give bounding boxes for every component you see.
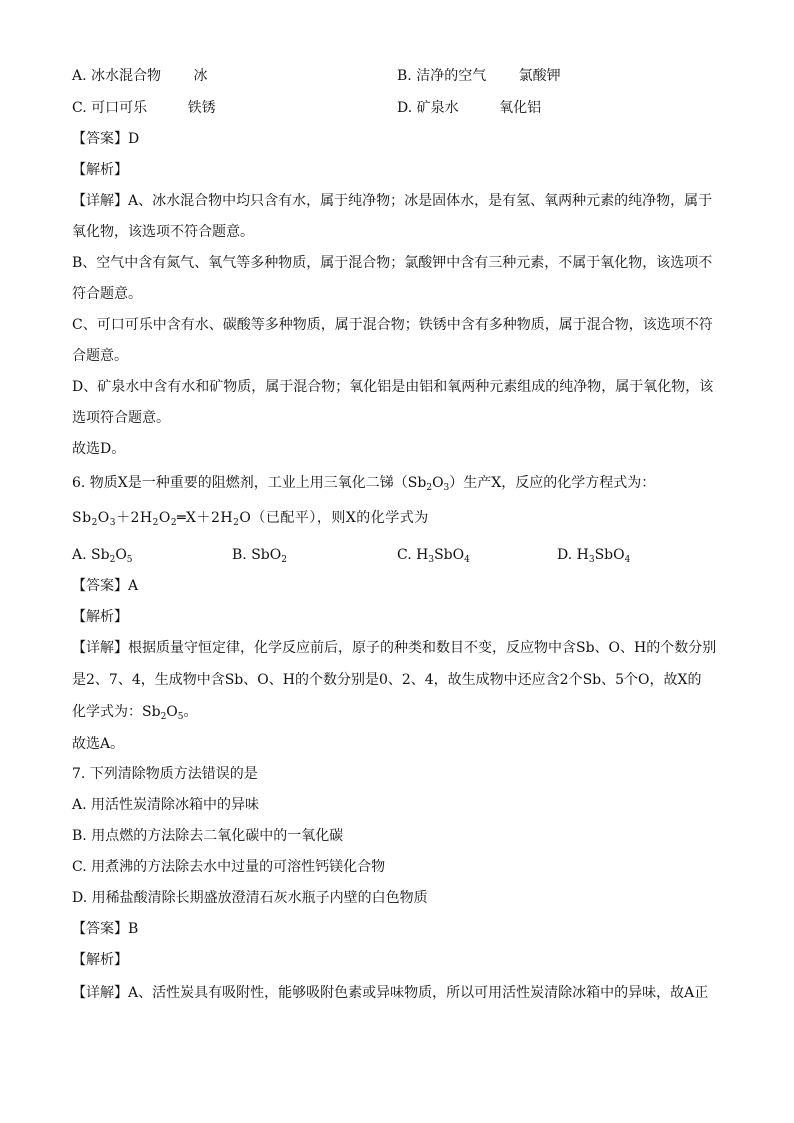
q7-answer: 【答案】B: [72, 921, 139, 937]
subscript: 4: [464, 555, 470, 565]
q6-chemical-equation: [72, 508, 722, 528]
q5-analysis-heading: 【解析】: [72, 162, 128, 178]
subscript: 3: [428, 555, 435, 565]
equation-part: Sb: [72, 510, 92, 526]
q6-option-b: [232, 545, 287, 565]
q5-detail-line: D、矿泉水中含有水和矿物质，属于混合物；氧化铝是由铝和氧两种元素组成的纯净物，属于氧化物，该: [72, 379, 714, 395]
equation-part: ＋2H: [116, 510, 153, 526]
option-text: 可口可乐: [91, 100, 148, 116]
subscript: 3: [443, 483, 450, 493]
q6-conclusion: 故选A。: [72, 736, 125, 752]
stem-text: 6. 物质X是一种重要的阻燃剂，工业上用三氧化二锑（Sb: [72, 475, 427, 491]
q7-option-d: D. 用稀盐酸清除长期盛放澄清石灰水瓶子内壁的白色物质: [72, 890, 428, 906]
option-letter: D.: [397, 100, 413, 116]
detail-text: 。: [183, 704, 198, 720]
option-letter: D.: [557, 547, 573, 563]
q6-detail-line: 【详解】根据质量守恒定律，化学反应前后，原子的种类和数目不变，反应物中含Sb、O、H的个数分别: [72, 640, 717, 656]
formula-part: H: [576, 547, 589, 563]
q5-detail-line: 【详解】A、冰水混合物中均只含有水，属于纯净物；冰是固体水，是有氢、氧两种元素的纯净物，属于: [72, 193, 713, 209]
subscript: 4: [624, 555, 631, 565]
subscript: 2: [426, 483, 433, 493]
q7-stem: 7. 下列清除物质方法错误的是: [72, 766, 258, 782]
formula-part: SbO: [251, 547, 282, 563]
q5-answer: 【答案】D: [72, 131, 140, 147]
subscript: 2: [152, 518, 159, 528]
equation-part: ═X＋2H: [177, 510, 234, 526]
option-letter: A.: [72, 547, 87, 563]
formula-part: O: [115, 547, 127, 563]
subscript: 5: [177, 712, 184, 722]
formula-part: SbO: [594, 547, 625, 563]
q5-detail-line: B、空气中含有氮气、氧气等多种物质，属于混合物；氯酸钾中含有三种元素，不属于氧化物，该选项不: [72, 255, 713, 271]
q5-detail-line: 符合题意。: [72, 286, 142, 302]
equation-part: O（已配平），则X的化学式为: [239, 510, 429, 526]
q6-detail-line: [72, 702, 722, 722]
q7-detail-line: 【详解】A、活性炭具有吸附性，能够吸附色素或异味物质，所以可用活性炭清除冰箱中的异味，故A正: [72, 985, 709, 1001]
formula-part: Sb: [91, 547, 110, 563]
subscript: 2: [160, 712, 167, 722]
option-text: 铁锈: [187, 100, 216, 116]
option-letter: B.: [232, 547, 247, 563]
q6-option-a: [72, 545, 133, 565]
q5-detail-line: 选项符合题意。: [72, 410, 170, 426]
subscript: 2: [233, 518, 240, 528]
subscript: 3: [588, 555, 595, 565]
q6-option-d: [557, 545, 630, 565]
stem-text: ）生产X，反应的化学方程式为：: [449, 475, 656, 491]
subscript: 5: [126, 555, 133, 565]
q6-stem: [72, 473, 722, 493]
q5-conclusion: 故选D。: [72, 441, 126, 457]
subscript: 2: [170, 518, 178, 528]
option-letter: B.: [397, 68, 412, 84]
detail-text: O: [166, 704, 178, 720]
option-text: 氧化铝: [499, 100, 542, 116]
formula-part: SbO: [434, 547, 465, 563]
q5-detail-line: 氧化物，该选项不符合题意。: [72, 224, 254, 240]
detail-text: 化学式为：Sb: [72, 704, 161, 720]
q7-option-b: B. 用点燃的方法除去二氧化碳中的一氧化碳: [72, 828, 344, 844]
q5-option-c: [72, 98, 216, 118]
equation-part: O: [158, 510, 171, 526]
q6-detail-line: 是2、7、4，生成物中含Sb、O、H的个数分别是0、2、4，故生成物中还应含2个Sb、5个O，故X的: [72, 672, 702, 688]
q5-detail-line: C、可口可乐中含有水、碳酸等多种物质，属于混合物；铁锈中含有多种物质，属于混合物，该选项不符: [72, 317, 713, 333]
subscript: 2: [109, 555, 116, 565]
q6-analysis-heading: 【解析】: [72, 609, 128, 625]
option-text: 冰水混合物: [91, 68, 162, 84]
option-letter: C.: [397, 547, 412, 563]
subscript: 2: [91, 518, 98, 528]
q5-detail-line: 合题意。: [72, 348, 128, 364]
option-text: 氯酸钾: [518, 68, 561, 84]
stem-text: O: [432, 475, 444, 491]
q6-option-c: [397, 545, 470, 565]
q7-analysis-heading: 【解析】: [72, 952, 128, 968]
subscript: 2: [281, 555, 287, 565]
q7-option-a: A. 用活性炭清除冰箱中的异味: [72, 797, 260, 813]
equation-part: O: [97, 510, 110, 526]
subscript: 3: [109, 518, 117, 528]
q5-option-a: [72, 66, 207, 86]
option-text: 冰: [193, 68, 208, 84]
q7-option-c: C. 用煮沸的方法除去水中过量的可溶性钙镁化合物: [72, 859, 386, 875]
q6-answer: 【答案】A: [72, 578, 139, 594]
q5-option-d: [397, 98, 541, 118]
q5-option-b: [397, 66, 561, 86]
option-letter: C.: [72, 100, 87, 116]
option-text: 矿泉水: [416, 100, 459, 116]
option-text: 洁净的空气: [416, 68, 487, 84]
option-letter: A.: [72, 68, 87, 84]
formula-part: H: [416, 547, 429, 563]
